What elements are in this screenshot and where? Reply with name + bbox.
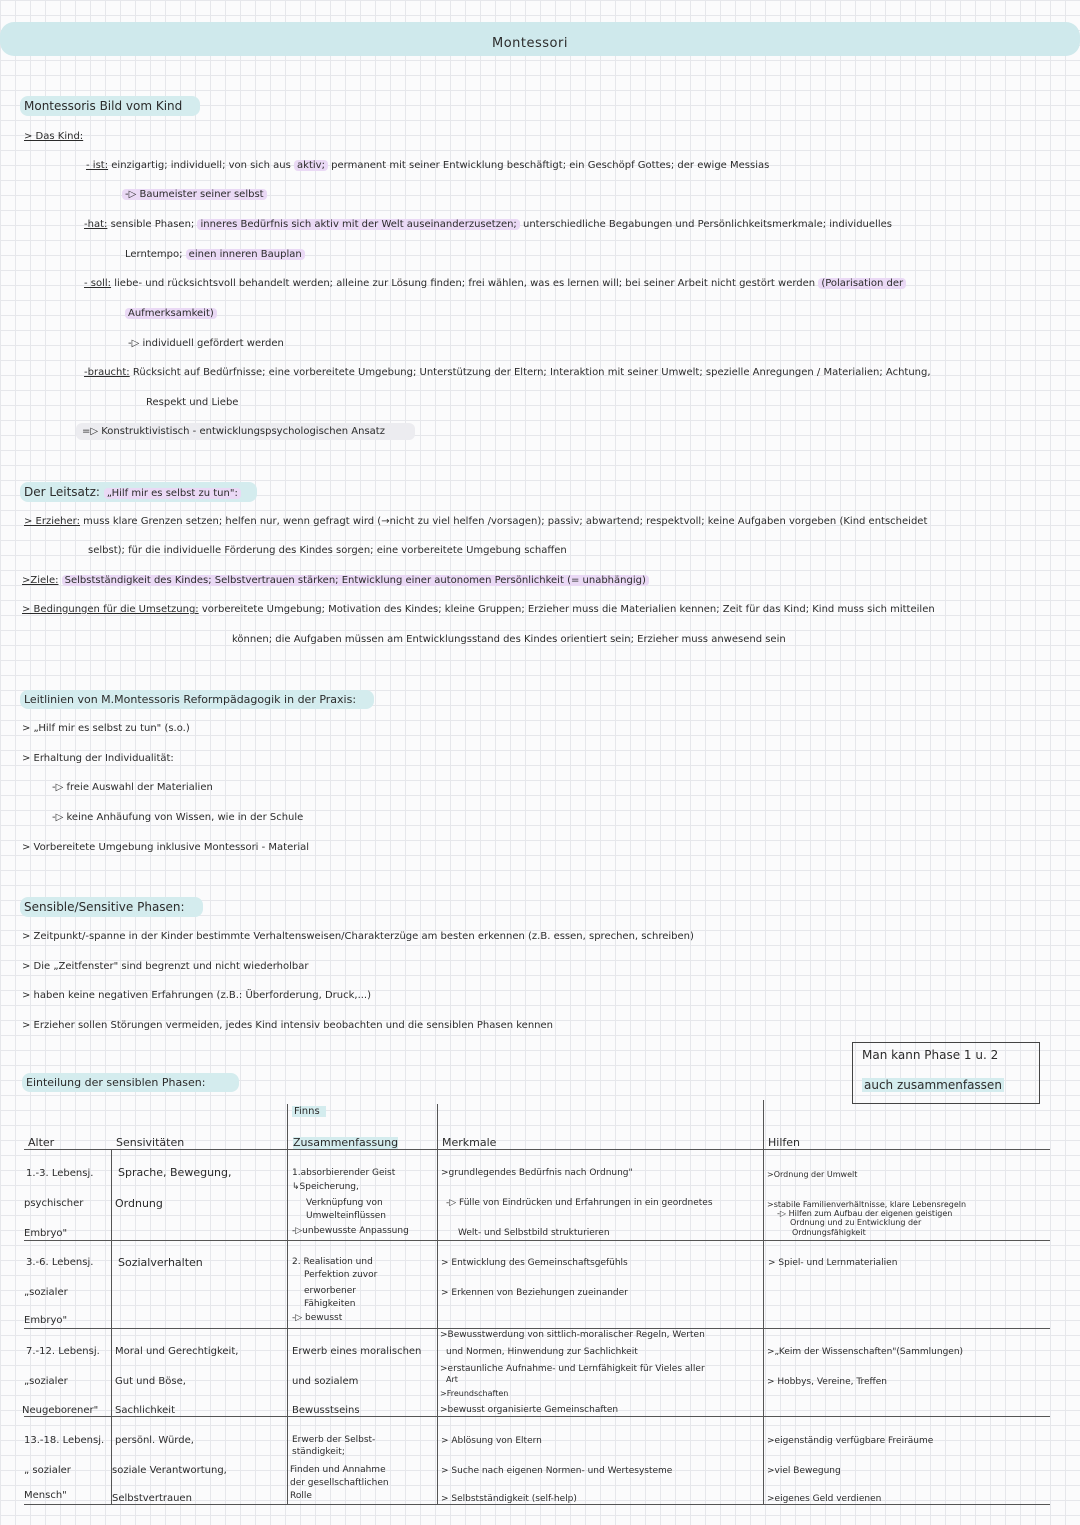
erzieher-text: muss klare Grenzen setzen; helfen nur, wenn gefragt wird (→nicht zu viel helfen /vorsagen); passiv; abwartend; respektvoll; keine Aufgaben vorgeben (Kind entscheidet [83, 516, 928, 527]
row2-alter-1: 3.-6. Lebensj. [26, 1257, 94, 1268]
row4-hilf-3: >eigenes Geld verdienen [767, 1494, 882, 1504]
sensible-2: > Die „Zeitfenster" sind begrenzt und nicht wiederholbar [22, 961, 309, 972]
row3-zus-2: und sozialem [292, 1376, 359, 1387]
row1-zus-5: -▷unbewusste Anpassung [292, 1226, 409, 1236]
header-alter: Alter [28, 1136, 55, 1149]
sensible-1: > Zeitpunkt/-spanne in der Kinder bestimmte Verhaltensweisen/Charakterzüge am besten erkennen (z.B. essen, sprechen, schreiben) [22, 931, 694, 942]
row3-zus-3: Bewusstseins [292, 1405, 360, 1416]
row3-zus-1: Erwerb eines moralischen [292, 1346, 422, 1357]
grid-vline [763, 1100, 764, 1504]
sensible-3: > haben keine negativen Erfahrungen (z.B.: Überforderung, Druck,...) [22, 990, 372, 1001]
row4-sens-3: Selbstvertrauen [112, 1493, 192, 1504]
hat-text1: sensible Phasen; [110, 219, 195, 230]
braucht-line [84, 367, 931, 378]
row3-hilf-2: > Hobbys, Vereine, Treffen [767, 1377, 887, 1387]
section-heading-leitlinien: Leitlinien von M.Montessoris Reformpädagogik in der Praxis: [20, 690, 374, 709]
row3-sens-2: Gut und Böse, [115, 1376, 186, 1387]
finns-label: Finns [292, 1106, 326, 1117]
bedingungen-line [22, 604, 935, 615]
soll-highlight2: Aufmerksamkeit) [125, 308, 217, 319]
row2-alter-3: Embryo" [24, 1315, 68, 1326]
baumeister-text: -▷ Baumeister seiner selbst [122, 189, 267, 200]
row3-merk-3: >erstaunliche Aufnahme- und Lernfähigkeit für Vieles aller [440, 1364, 705, 1374]
row2-sens-1: Sozialverhalten [118, 1256, 203, 1269]
grid-hline [24, 1240, 1050, 1241]
individuell-text: -▷ individuell gefördert werden [128, 338, 284, 349]
row1-hilf-2: >stabile Familienverhältnisse, klare Lebensregeln [767, 1200, 967, 1209]
row4-alter-3: Mensch" [24, 1490, 67, 1501]
row3-alter-1: 7.-12. Lebensj. [26, 1346, 100, 1357]
ziele-label: >Ziele: [22, 575, 59, 586]
row4-merk-3: > Selbstständigkeit (self-help) [441, 1494, 577, 1504]
soll-highlight: (Polarisation der [818, 278, 906, 289]
row4-zus-3: Finden und Annahme [290, 1465, 386, 1475]
row1-alter-3: Embryo" [24, 1228, 68, 1239]
row3-merk-1: >Bewusstwerdung von sittlich-moralischer Regeln, Werten [440, 1330, 705, 1340]
sensible-4: > Erzieher sollen Störungen vermeiden, jedes Kind intensiv beobachten und die sensiblen Phasen kennen [22, 1020, 553, 1031]
row3-sens-1: Moral und Gerechtigkeit, [115, 1346, 239, 1357]
leitlinie-1: > „Hilf mir es selbst zu tun" (s.o.) [22, 723, 190, 734]
row3-alter-2: „sozialer [24, 1376, 68, 1387]
row3-hilf-1: >„Keim der Wissenschaften"(Sammlungen) [767, 1347, 964, 1357]
row2-zus-2: Perfektion zuvor [304, 1270, 378, 1280]
ist-text2: permanent mit seiner Entwicklung beschäftigt; ein Geschöpf Gottes; der ewige Messias [331, 160, 770, 171]
grid-hline [24, 1416, 1050, 1417]
row3-merk-6: >bewusst organisierte Gemeinschaften [440, 1405, 619, 1415]
header-merkmale: Merkmale [442, 1136, 497, 1149]
ist-line [86, 160, 769, 171]
row1-hilf-4: Ordnung und zu Entwicklung der [790, 1218, 922, 1227]
konstrukt-text: =▷ Konstruktivistisch - entwicklungspsychologischen Ansatz [76, 423, 415, 440]
row4-zus-1: Erwerb der Selbst- [292, 1435, 376, 1445]
header-sensivitaeten: Sensivitäten [116, 1136, 185, 1149]
row1-zus-1: 1.absorbierender Geist [292, 1168, 396, 1178]
ist-aktiv: aktiv; [294, 160, 328, 171]
leitlinie-3: -▷ freie Auswahl der Materialien [52, 782, 213, 793]
erzieher-line [24, 516, 927, 527]
row4-hilf-1: >eigenständig verfügbare Freiräume [767, 1436, 934, 1446]
hat-line [84, 219, 892, 230]
note-line2: auch zusammenfassen [864, 1078, 1002, 1092]
row1-hilf-3: -▷ Hilfen zum Aufbau der eigenen geistigen [777, 1209, 953, 1218]
section-heading-bild: Montessoris Bild vom Kind [20, 96, 200, 116]
row4-hilf-2: >viel Bewegung [767, 1466, 841, 1476]
hat-label: -hat: [84, 219, 108, 230]
row1-zus-4: Umwelteinflüssen [306, 1211, 387, 1221]
ist-label: - ist: [86, 160, 109, 171]
row1-sens-2: Ordnung [115, 1197, 163, 1210]
row3-sens-3: Sachlichkeit [115, 1405, 175, 1416]
hat-text2: unterschiedliche Begabungen und Persönlichkeitsmerkmale; individuelles [523, 219, 892, 230]
section-heading-leitsatz [20, 482, 257, 502]
row1-alter-2: psychischer [24, 1198, 84, 1209]
leitlinie-4: -▷ keine Anhäufung von Wissen, wie in der Schule [52, 812, 304, 823]
page-title: Montessori [492, 36, 568, 51]
ziele-line [22, 575, 649, 586]
row2-merk-2: > Erkennen von Beziehungen zueinander [441, 1288, 628, 1298]
row3-merk-4: Art [446, 1375, 458, 1384]
row1-hilf-1: >Ordnung der Umwelt [767, 1170, 858, 1179]
row4-merk-2: > Suche nach eigenen Normen- und Wertesysteme [441, 1466, 673, 1476]
grid-vline [437, 1104, 438, 1504]
bedingungen-text: vorbereitete Umgebung; Motivation des Kindes; kleine Gruppen; Erzieher muss die Materialien kennen; Zeit für das Kind; Kind muss sich mitteilen [201, 604, 935, 615]
leitsatz-label: Der Leitsatz: [24, 485, 100, 499]
section-heading-sensible: Sensible/Sensitive Phasen: [20, 897, 203, 917]
ziele-text: Selbstständigkeit des Kindes; Selbstvertrauen stärken; Entwicklung einer autonomen Persönlichkeit (= unabhängig) [62, 575, 649, 586]
row1-merk-3: Welt- und Selbstbild strukturieren [458, 1228, 610, 1238]
row2-zus-5: -▷ bewusst [292, 1313, 343, 1323]
row2-zus-1: 2. Realisation und [292, 1257, 373, 1267]
soll-line [84, 278, 906, 289]
hat-line2 [125, 249, 305, 260]
hat-text3: Lerntempo; [125, 249, 183, 260]
braucht-text2: Respekt und Liebe [146, 397, 239, 408]
row2-zus-3: erworbener [304, 1286, 356, 1296]
header-hilfen: Hilfen [768, 1136, 800, 1149]
leitlinie-5: > Vorbereitete Umgebung inklusive Montessori - Material [22, 842, 310, 853]
grid-vline [111, 1150, 112, 1504]
bedingungen-label: > Bedingungen für die Umsetzung: [22, 604, 199, 615]
row4-alter-2: „ sozialer [24, 1465, 71, 1476]
note-line1: Man kann Phase 1 u. 2 [862, 1048, 999, 1062]
row4-zus-4: der gesellschaftlichen [290, 1478, 389, 1488]
row4-sens-2: soziale Verantwortung, [112, 1465, 227, 1476]
braucht-label: -braucht: [84, 367, 130, 378]
row1-zus-3: Verknüpfung von [306, 1198, 383, 1208]
row4-alter-1: 13.-18. Lebensj. [24, 1435, 105, 1446]
row4-merk-1: > Ablösung von Eltern [441, 1436, 542, 1446]
leitlinie-2: > Erhaltung der Individualität: [22, 753, 174, 764]
row1-merk-2: -▷ Fülle von Eindrücken und Erfahrungen in ein geordnetes [446, 1198, 713, 1208]
header-zusammenfassung: Zusammenfassung [293, 1136, 399, 1149]
row1-zus-2: ↳Speicherung, [292, 1182, 359, 1192]
row4-sens-1: persönl. Würde, [115, 1435, 194, 1446]
row3-merk-5: >Freundschaften [440, 1389, 509, 1398]
erzieher-text2: selbst); für die individuelle Förderung des Kindes sorgen; eine vorbereitete Umgebung schaffen [88, 545, 567, 556]
row1-hilf-5: Ordnungsfähigkeit [792, 1228, 866, 1237]
row2-alter-2: „sozialer [24, 1287, 68, 1298]
row4-zus-5: Rolle [290, 1491, 312, 1501]
grid-hline [24, 1328, 1050, 1329]
row1-sens-1: Sprache, Bewegung, [118, 1166, 232, 1179]
ist-text: einzigartig; individuell; von sich aus [111, 160, 291, 171]
row2-hilf-1: > Spiel- und Lernmaterialien [768, 1258, 898, 1268]
leitsatz-quote: „Hilf mir es selbst zu tun": [104, 488, 241, 499]
hat-highlight2: einen inneren Bauplan [186, 249, 305, 260]
erzieher-label: > Erzieher: [24, 516, 80, 527]
braucht-text: Rücksicht auf Bedürfnisse; eine vorbereitete Umgebung; Unterstützung der Eltern; Interaktion mit seiner Umwelt; spezielle Anregungen / Materialien; Achtung, [132, 367, 931, 378]
row1-alter-1: 1.-3. Lebensj. [26, 1168, 94, 1179]
grid-hline [24, 1149, 1050, 1150]
row2-merk-1: > Entwicklung des Gemeinschaftsgefühls [441, 1258, 628, 1268]
grid-vline [287, 1104, 288, 1504]
soll-label: - soll: [84, 278, 112, 289]
row4-zus-2: ständigkeit; [292, 1447, 345, 1457]
bedingungen-text2: können; die Aufgaben müssen am Entwicklungsstand des Kindes orientiert sein; Erzieher muss anwesend sein [232, 634, 786, 645]
row3-alter-3: Neugeborener" [22, 1405, 99, 1416]
row2-zus-4: Fähigkeiten [304, 1299, 356, 1309]
das-kind-label: > Das Kind: [24, 131, 84, 142]
hat-highlight: inneres Bedürfnis sich aktiv mit der Welt auseinanderzusetzen; [197, 219, 519, 230]
row1-merk-1: >grundlegendes Bedürfnis nach Ordnung" [441, 1168, 633, 1178]
section-heading-einteilung: Einteilung der sensiblen Phasen: [22, 1073, 239, 1092]
soll-text: liebe- und rücksichtsvoll behandelt werden; alleine zur Lösung finden; frei wählen, was es lernen will; bei seiner Arbeit nicht gestört werden [114, 278, 816, 289]
row3-merk-2: und Normen, Hinwendung zur Sachlichkeit [446, 1347, 638, 1357]
